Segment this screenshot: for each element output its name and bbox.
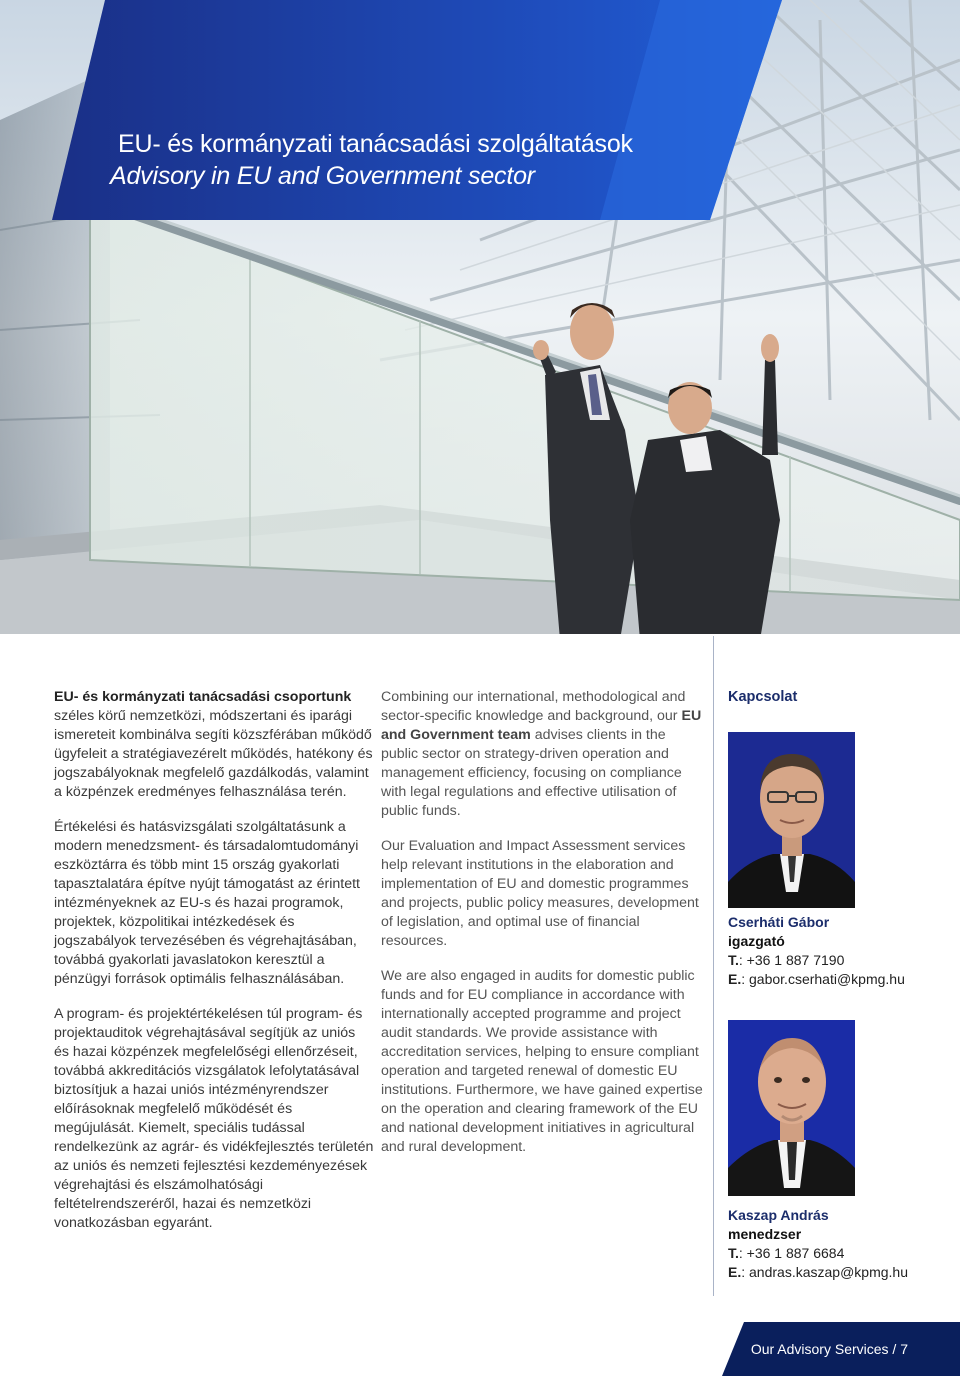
- phone-label: T.: [728, 952, 739, 968]
- phone-number[interactable]: : +36 1 887 6684: [738, 1245, 845, 1261]
- hu-paragraph-3: A program- és projektértékelésen túl program- és projektauditok végrehajtásával segítjük az uniós és hazai közpénzek megfelelőségi ellenőrzéseit, továbbá akkreditációs vizsgálatok lefolytatásával biztosítjuk a hazai uniós intézményrendszer előírásoknak megfelelő működését és megújulását. Kiemelt, speciális tudással rendelkezünk az agrár- és vidékfejlesztés területén az uniós és nemzeti fejlesztési kezdeményezések végrehajtási és elszámolhatósági feltételrendszeréről, hazai és nemzetközi vonatkozásban egyaránt.: [54, 1006, 374, 1231]
- contact-name: Cserháti Gábor: [728, 914, 830, 930]
- page-subtitle: Advisory in EU and Government sector: [110, 162, 535, 190]
- contact-card-1: [728, 913, 948, 989]
- title-banner: [0, 0, 960, 220]
- en-paragraph-1: [381, 688, 706, 821]
- contact-phone: [728, 951, 948, 970]
- en-lead-text-before: Combining our international, methodological and sector-specific knowledge and background, our: [381, 689, 686, 724]
- english-column: [381, 688, 706, 1173]
- hu-lead-text: széles körű nemzetközi, módszertani és iparági ismereteit kombinálva segíti közszférában működő ügyfeleit a stratégiavezérelt működés, hatékony és jogszabályoknak megfelelő gazdálkodás, valamint a közpénzek eredményes felhasználása terén.: [54, 708, 373, 800]
- hu-lead-bold: EU- és kormányzati tanácsadási csoportunk: [54, 689, 352, 705]
- column-divider: [713, 636, 714, 1296]
- contact-role: igazgató: [728, 933, 785, 949]
- contact-email: [728, 1263, 948, 1282]
- hungarian-column: [54, 688, 374, 1249]
- email-label: E.: [728, 971, 742, 987]
- en-lead-bold: EU and Government team: [381, 708, 702, 743]
- contact-email: [728, 970, 948, 989]
- page-title: EU- és kormányzati tanácsadási szolgáltatások: [118, 130, 633, 158]
- footer-band: [722, 1322, 960, 1376]
- contact-phone: [728, 1244, 948, 1263]
- email-label: E.: [728, 1264, 742, 1280]
- contact-heading: Kapcsolat: [728, 689, 798, 705]
- portrait-photo: [728, 1020, 855, 1196]
- phone-label: T.: [728, 1245, 739, 1261]
- contact-role: menedzser: [728, 1226, 802, 1242]
- page-footer-label: Our Advisory Services / 7: [750, 1341, 908, 1357]
- contact-card-2: [728, 1206, 948, 1282]
- phone-number[interactable]: : +36 1 887 7190: [738, 952, 845, 968]
- email-address[interactable]: : andras.kaszap@kpmg.hu: [741, 1264, 908, 1280]
- en-lead-text-after: advises clients in the public sector on strategy-driven operation and management efficiency, focusing on compliance with legal regulations and effective utilisation of public funds.: [381, 727, 682, 819]
- en-paragraph-3: We are also engaged in audits for domestic public funds and for EU compliance in accordance with internationally accepted programme and project audit standards. We provide assistance with accreditation services, helping to ensure compliant operation and targeted renewal of domestic EU institutions. Furthermore, we have gained expertise on the operation and clearing framework of the EU and national development initiatives in agricultural and rural development.: [381, 968, 703, 1155]
- contact-panel: [728, 688, 948, 1280]
- email-address[interactable]: : gabor.cserhati@kpmg.hu: [741, 971, 905, 987]
- hu-paragraph-1: [54, 688, 374, 802]
- portrait-photo-icon: [728, 1020, 855, 1196]
- hu-paragraph-2: Értékelési és hatásvizsgálati szolgáltatásunk a modern menedzsment- és társadalomtudományi eszköztárra és több mint 15 ország gyakorlati tapasztalatára építve nyújt támogatást az érintett intézményeknek az EU-s és hazai programok, projektek, közpolitikai intézkedések és jogszabályok tervezésében és végrehajtásában, továbbá gyakorlati javaslatokon keresztül a pénzügyi források optimális felhasználásában.: [54, 819, 360, 987]
- en-paragraph-2: Our Evaluation and Impact Assessment services help relevant institutions in the elaboration and implementation of EU and domestic programmes and projects, public policy measures, development of legislation, and optimal use of financial resources.: [381, 838, 699, 949]
- portrait-photo-icon: [728, 732, 855, 908]
- contact-name: Kaszap András: [728, 1207, 829, 1223]
- portrait-photo: [728, 732, 855, 908]
- hero-photo: [0, 0, 960, 634]
